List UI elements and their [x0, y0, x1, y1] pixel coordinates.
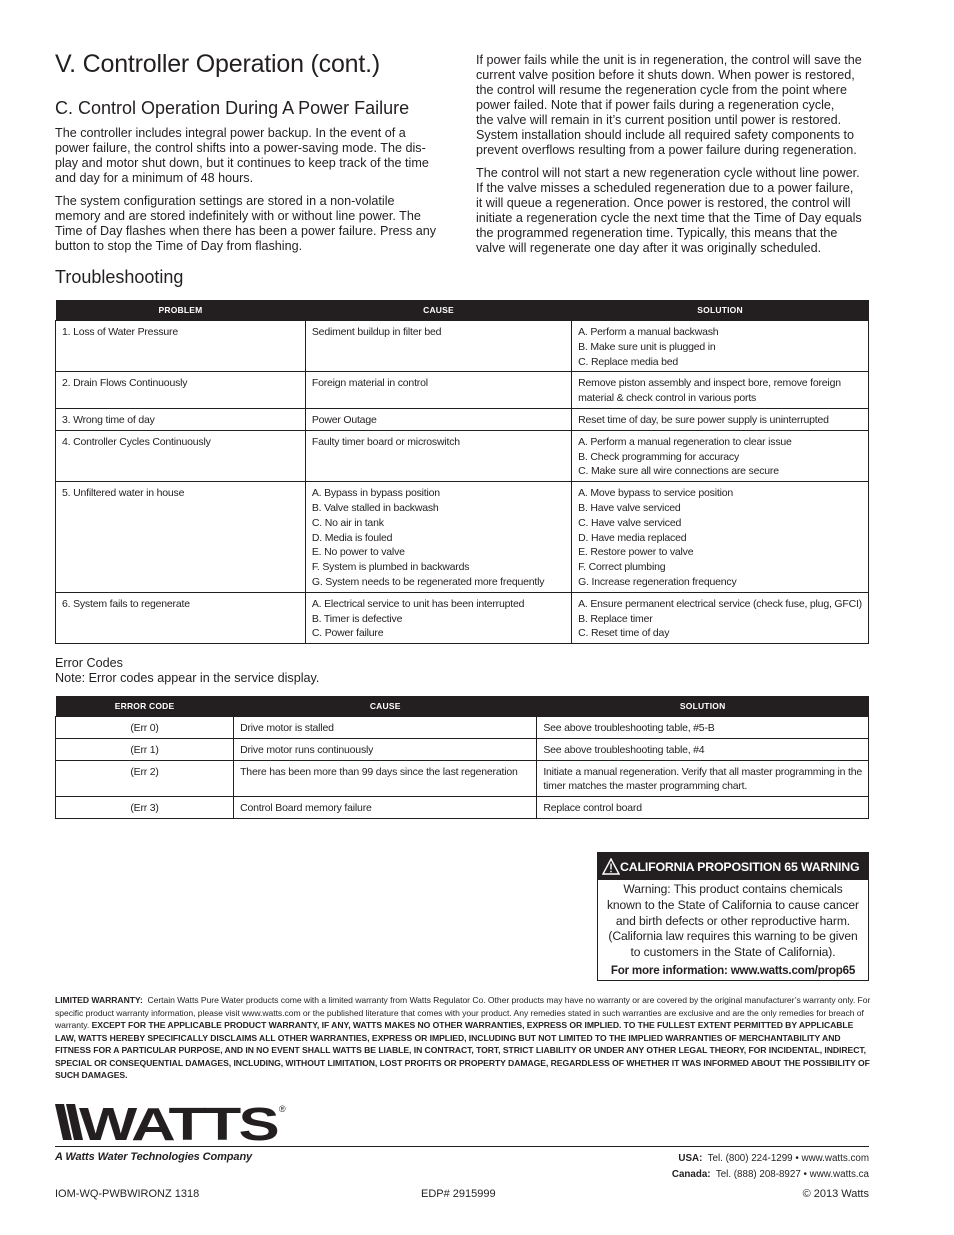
cause-cell — [305, 408, 571, 430]
troubleshooting-table — [55, 300, 869, 644]
company-tagline: A Watts Water Technologies Company — [55, 1151, 253, 1163]
copyright: © 2013 Watts — [802, 1188, 869, 1200]
prop65-warning-text — [598, 880, 868, 961]
watts-logo-mark — [55, 1100, 295, 1144]
text-line: prevent overflows resulting from a power failure during regeneration. — [476, 143, 857, 157]
right-column — [476, 53, 869, 256]
error-codes-note: Note: Error codes appear in the service display. — [55, 671, 320, 685]
solution-cell — [572, 430, 869, 481]
text-line: C. Have valve serviced — [578, 516, 682, 529]
solution-cell — [537, 760, 869, 797]
prop65-warning-header — [598, 853, 868, 880]
column-header-solution: SOLUTION — [572, 300, 869, 321]
text-line: F. Correct plumbing — [578, 561, 666, 574]
table-row — [56, 482, 869, 593]
prop65-warning-title: CALIFORNIA PROPOSITION 65 WARNING — [620, 859, 860, 874]
solution-cell — [572, 592, 869, 643]
text-line: G. Increase regeneration frequency — [578, 575, 737, 588]
text-line: the control will resume the regeneration cycle from the point where — [476, 83, 847, 97]
left-paragraph-2 — [55, 194, 447, 254]
text-line: and day for a minimum of 48 hours. — [55, 171, 254, 185]
text-line: A. Ensure permanent electrical service (check fuse, plug, GFCI) — [578, 597, 862, 610]
text-line: to customers in the State of California). — [630, 945, 836, 960]
problem-cell — [56, 482, 306, 593]
problem-cell — [56, 592, 306, 643]
text-line: C. Reset time of day — [578, 627, 670, 640]
document-id: IOM-WQ-PWBWIRONZ 1318 — [55, 1188, 200, 1200]
text-line: Power Outage — [311, 413, 377, 426]
text-line: A. Perform a manual backwash — [578, 326, 719, 338]
table-row — [56, 408, 869, 430]
text-line: The control will not start a new regeneration cycle without line power. — [476, 166, 860, 180]
contact-canada-label: Canada: — [671, 1169, 711, 1180]
text-line: timer matches the master programming chart. — [543, 780, 748, 793]
error-code-rows — [56, 717, 869, 819]
error-codes-title: Error Codes — [55, 656, 123, 670]
edp-number: EDP# 2915999 — [421, 1188, 496, 1200]
text-line: 5. Unfiltered water in house — [62, 487, 185, 500]
column-header-error-code: ERROR CODE — [56, 696, 234, 717]
text-line: B. Have valve serviced — [578, 501, 681, 514]
contact-usa-label: USA: — [678, 1153, 703, 1164]
text-line: If power fails while the unit is in regeneration, the control will save the — [476, 53, 862, 67]
limited-warranty-label: LIMITED WARRANTY: — [55, 995, 143, 1005]
watts-logo — [55, 1100, 295, 1149]
text-line: power failed. Note that if power fails during a regeneration cycle, — [476, 98, 835, 112]
text-line: A. Move bypass to service position — [578, 487, 733, 500]
contact-canada — [672, 1167, 869, 1183]
text-line: Remove piston assembly and inspect bore, remove foreign — [578, 377, 841, 390]
limited-warranty-disclaimer: EXCEPT FOR THE APPLICABLE PRODUCT WARRANTY, IF ANY, WATTS MAKES NO OTHER WARRANTIES, EXPRESS OR IMPLIED. TO THE FULLEST EXTENT PERMITTED BY APPLICABLE LAW, WATTS HEREBY SPECIFICALLY DISCLAIMS ALL OTHER WARRANTIES, EXPRESS OR IMPLIED, INCLUDING BUT NOT LIMITED TO THE IMPLIED WARRANTIES OF MERCHANTABILITY AND FITNESS FOR A PARTICULAR PURPOSE, AND IN NO EVENT SHALL WATTS BE LIABLE, IN CONTRACT, TORT, STRICT LIABILITY OR UNDER ANY OTHER LEGAL THEORY, FOR INCIDENTAL, INDIRECT, SPECIAL OR CONSEQUENTIAL DAMAGES, INCLUDING, WITHOUT LIMITATION, LOST PROFITS OR PROPERTY DAMAGE, REGARDLESS OF WHETHER IT WAS INFORMED ABOUT THE POSSIBILITY OF SUCH DAMAGES. — [55, 1020, 870, 1080]
cause-cell — [305, 321, 571, 372]
column-header-solution: SOLUTION — [537, 696, 869, 717]
prop65-warning-box — [597, 852, 869, 981]
text-line: Replace control board — [543, 802, 642, 815]
text-line: Foreign material in control — [311, 377, 428, 390]
text-line: F. System is plumbed in backwards — [311, 561, 470, 574]
text-line: The system configuration settings are stored in a non-volatile — [55, 194, 395, 208]
text-line: E. Restore power to valve — [578, 546, 694, 559]
text-line: the valve will remain in it’s current position until power is restored. — [476, 113, 842, 127]
solution-cell — [537, 797, 869, 819]
text-line: button to stop the Time of Day from flashing. — [55, 239, 303, 253]
text-line: D. Media is fouled — [311, 531, 393, 544]
troubleshooting-heading: Troubleshooting — [55, 267, 184, 287]
text-line: material & check control in various ports — [578, 392, 757, 405]
text-line: Initiate a manual regeneration. Verify that all master programming in the — [543, 765, 862, 778]
cause-cell — [305, 372, 571, 409]
right-paragraph-1 — [476, 53, 869, 158]
footer-divider — [55, 1146, 869, 1147]
error-code-cell: (Err 2) — [56, 760, 234, 797]
cause-cell — [234, 738, 537, 760]
text-line: the programmed regeneration time. Typically, this means that the — [476, 226, 838, 240]
text-line: 1. Loss of Water Pressure — [62, 326, 178, 338]
limited-warranty — [55, 994, 873, 1082]
text-line: C. No air in tank — [311, 516, 384, 529]
text-line: B. Valve stalled in backwash — [311, 501, 439, 514]
text-line: A. Electrical service to unit has been interrupted — [311, 597, 525, 610]
solution-cell — [537, 738, 869, 760]
text-line: and birth defects or other reproductive harm. — [615, 913, 851, 928]
problem-cell — [56, 372, 306, 409]
text-line: valve will regenerate one day after it was originally scheduled. — [476, 241, 822, 255]
text-line: System installation should include all required safety components to — [476, 128, 855, 142]
cause-cell — [305, 430, 571, 481]
text-line: Drive motor runs continuously — [240, 743, 374, 756]
text-line: See above troubleshooting table, #4 — [543, 743, 705, 756]
text-line: play and motor shut down, but it continues to keep track of the time — [55, 156, 429, 170]
text-line: There has been more than 99 days since the last regeneration — [240, 765, 518, 778]
watts-logo-text: WATTS — [79, 1100, 278, 1144]
text-line: D. Have media replaced — [578, 531, 687, 544]
text-line: 3. Wrong time of day — [62, 413, 155, 426]
text-line: C. Power failure — [311, 627, 384, 640]
text-line: memory and are stored indefinitely with or without line power. The — [55, 209, 421, 223]
text-line: Reset time of day, be sure power supply is uninterrupted — [578, 413, 829, 426]
text-line: If the valve misses a scheduled regeneration due to a power failure, — [476, 181, 854, 195]
right-paragraph-2 — [476, 166, 869, 256]
troubleshooting-rows — [56, 321, 869, 644]
table-row — [56, 717, 869, 739]
table-row — [56, 760, 869, 797]
cause-cell — [234, 717, 537, 739]
error-code-cell: (Err 3) — [56, 797, 234, 819]
section-heading-power-failure: C. Control Operation During A Power Failure — [55, 98, 410, 118]
error-code-cell: (Err 1) — [56, 738, 234, 760]
text-line: B. Replace timer — [578, 612, 653, 625]
text-line: initiate a regeneration cycle the next time that the Time of Day equals — [476, 211, 862, 225]
contact-usa-text: Tel. (800) 224-1299 • www.watts.com — [707, 1153, 869, 1164]
text-line: Faulty timer board or microswitch — [311, 435, 460, 448]
text-line: 4. Controller Cycles Continuously — [62, 435, 211, 448]
cause-cell — [305, 482, 571, 593]
text-line: A. Perform a manual regeneration to clear issue — [578, 435, 792, 448]
table-row — [56, 321, 869, 372]
error-codes-table — [55, 696, 869, 819]
table-row — [56, 592, 869, 643]
text-line: Time of Day flashes when there has been a power failure. Press any — [55, 224, 437, 238]
text-line: A. Bypass in bypass position — [311, 487, 440, 500]
column-header-cause: CAUSE — [234, 696, 537, 717]
text-line: The controller includes integral power backup. In the event of a — [55, 126, 406, 140]
solution-cell — [572, 408, 869, 430]
cause-cell — [234, 760, 537, 797]
table-row — [56, 430, 869, 481]
table-row — [56, 797, 869, 819]
table-row — [56, 372, 869, 409]
problem-cell — [56, 430, 306, 481]
text-line: Sediment buildup in filter bed — [311, 326, 442, 338]
text-line: Warning: This product contains chemicals — [623, 882, 843, 896]
text-line: C. Replace media bed — [578, 355, 679, 368]
solution-cell — [572, 321, 869, 372]
solution-cell — [572, 482, 869, 593]
text-line: C. Make sure all wire connections are secure — [578, 465, 779, 478]
table-row — [56, 738, 869, 760]
solution-cell — [537, 717, 869, 739]
text-line: power failure, the control shifts into a power-saving mode. The dis- — [55, 141, 426, 155]
contact-info — [672, 1151, 869, 1183]
text-line: B. Make sure unit is plugged in — [578, 340, 716, 353]
text-line: (California law requires this warning to be given — [608, 929, 858, 944]
text-line: Drive motor is stalled — [240, 722, 334, 734]
problem-cell — [56, 408, 306, 430]
error-codes-block — [55, 656, 319, 686]
text-line: G. System needs to be regenerated more frequently — [311, 575, 545, 588]
text-line: it will queue a regeneration. Once power is restored, the control will — [476, 196, 851, 210]
text-line: known to the State of California to cause cancer — [606, 897, 859, 912]
left-column — [55, 126, 447, 254]
column-header-problem: PROBLEM — [56, 300, 306, 321]
page-title: V. Controller Operation (cont.) — [55, 50, 380, 78]
column-header-cause: CAUSE — [305, 300, 571, 321]
text-line: 2. Drain Flows Continuously — [62, 377, 188, 390]
text-line: 6. System fails to regenerate — [62, 597, 190, 610]
text-line: current valve position before it shuts down. When power is restored, — [476, 68, 855, 82]
cause-cell — [305, 592, 571, 643]
error-code-cell: (Err 0) — [56, 717, 234, 739]
prop65-more-info: For more information: www.watts.com/prop65 — [610, 963, 856, 977]
problem-cell — [56, 321, 306, 372]
text-line: See above troubleshooting table, #5-B — [543, 722, 715, 734]
left-paragraph-1 — [55, 126, 447, 186]
cause-cell — [234, 797, 537, 819]
contact-canada-text: Tel. (888) 208-8927 • www.watts.ca — [715, 1169, 869, 1180]
text-line: E. No power to valve — [311, 546, 405, 559]
contact-usa — [672, 1151, 869, 1167]
limited-warranty-text: Certain Watts Pure Water products come with a limited warranty from Watts Regulator Co. Other products may have no warranty or are covered by the original manufacturer’s warranty only. For specific product warranty information, please visit www.watts.com or the published literature that comes with your product. Any remedies stated in such warranties are exclusive and are the only remedies for breach of warranty. — [55, 995, 871, 1030]
solution-cell — [572, 372, 869, 409]
svg-text:®: ® — [279, 1104, 286, 1114]
text-line: B. Check programming for accuracy — [578, 450, 740, 463]
text-line: B. Timer is defective — [311, 612, 403, 625]
text-line: Control Board memory failure — [240, 802, 372, 815]
warning-triangle-icon — [602, 858, 620, 875]
